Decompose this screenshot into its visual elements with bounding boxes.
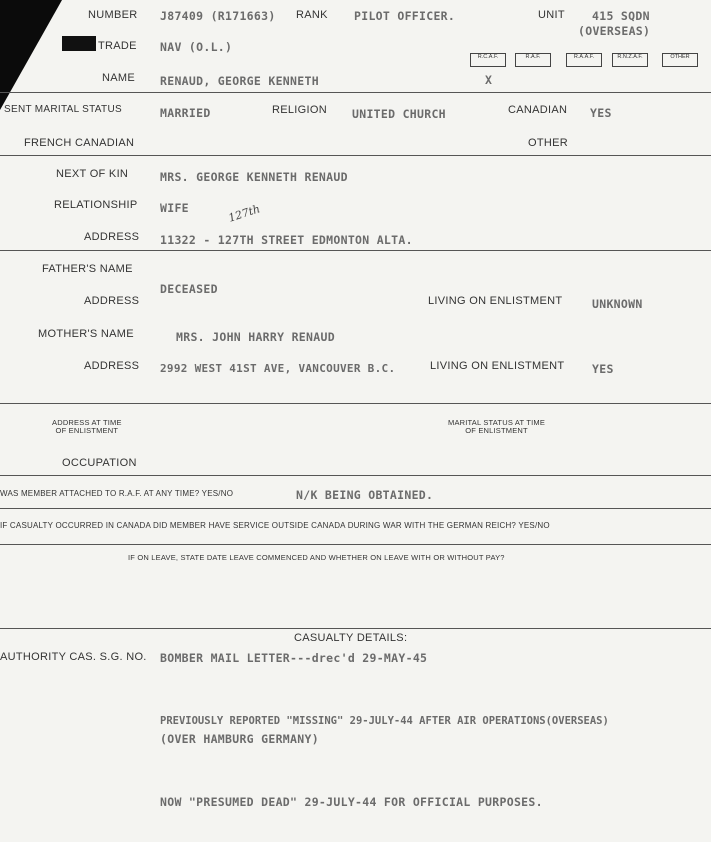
authority-value: BOMBER MAIL LETTER---drec'd 29-MAY-45 [160, 651, 428, 665]
mother-living-value: YES [592, 362, 614, 376]
address-at-time-line1: ADDRESS AT TIME [52, 418, 122, 427]
authority-label: AUTHORITY CAS. S.G. NO. [0, 651, 147, 663]
casualty-line-3: NOW "PRESUMED DEAD" 29-JULY-44 FOR OFFICIAL PURPOSES. [160, 795, 543, 809]
trade-label: TRADE [98, 40, 137, 52]
name-label: NAME [102, 72, 135, 84]
marital-at-time-label [448, 419, 545, 435]
address-at-time-line2: OF ENLISTMENT [55, 426, 119, 435]
marital-value: MARRIED [160, 106, 211, 120]
rule-2 [0, 155, 711, 156]
father-living-value: UNKNOWN [592, 297, 643, 311]
father-living-label: LIVING ON ENLISTMENT [428, 295, 563, 307]
mother-address-label: ADDRESS [84, 360, 140, 372]
unit-value: 415 SQDN [592, 9, 650, 23]
religion-value: UNITED CHURCH [352, 107, 446, 121]
number-value: J87409 (R171663) [160, 9, 276, 23]
casualty-line-2: (OVER HAMBURG GERMANY) [160, 732, 319, 746]
service-box-rnzaf: R.N.Z.A.F. [612, 53, 648, 67]
rank-label: RANK [296, 9, 328, 21]
relationship-value: WIFE [160, 201, 189, 215]
father-label: FATHER'S NAME [42, 263, 133, 275]
casualty-heading: CASUALTY DETAILS: [294, 632, 408, 644]
mother-label: MOTHER'S NAME [38, 328, 134, 340]
mother-address-value: 2992 WEST 41ST AVE, VANCOUVER B.C. [160, 362, 396, 375]
canadian-label: CANADIAN [508, 104, 568, 116]
redaction-mark [62, 36, 96, 51]
service-box-raaf: R.A.A.F. [566, 53, 602, 67]
marital-at-time-line2: OF ENLISTMENT [465, 426, 528, 435]
occupation-label: OCCUPATION [62, 457, 137, 469]
rule-6 [0, 508, 711, 509]
rule-3 [0, 250, 711, 251]
relationship-label: RELATIONSHIP [54, 199, 138, 211]
unit-value-2: (OVERSEAS) [578, 24, 651, 38]
casualty-question: IF CASUALTY OCCURRED IN CANADA DID MEMBER HAVE SERVICE OUTSIDE CANADA DURING WAR WITH THE GERMAN REICH? YES/NO [0, 521, 550, 530]
rank-value: PILOT OFFICER. [354, 9, 456, 23]
kin-address-value: 11322 - 127TH STREET EDMONTON ALTA. [160, 233, 413, 247]
service-mark: X [485, 73, 493, 87]
rule-4 [0, 403, 711, 404]
rule-5 [0, 475, 711, 476]
leave-question: IF ON LEAVE, STATE DATE LEAVE COMMENCED AND WHETHER ON LEAVE WITH OR WITHOUT PAY? [128, 553, 505, 562]
marital-label: SENT MARITAL STATUS [4, 104, 122, 115]
raf-question: WAS MEMBER ATTACHED TO R.A.F. AT ANY TIME? YES/NO [0, 489, 234, 498]
rule-1 [0, 92, 711, 93]
mother-value: MRS. JOHN HARRY RENAUD [176, 330, 335, 344]
number-label: NUMBER [88, 9, 138, 21]
other-label: OTHER [528, 137, 568, 149]
father-address-label: ADDRESS [84, 295, 140, 307]
address-at-time-label [52, 419, 122, 435]
kin-address-label: ADDRESS [84, 231, 140, 243]
father-value: DECEASED [160, 282, 218, 296]
raf-answer: N/K BEING OBTAINED. [296, 488, 434, 502]
trade-value: NAV (O.L.) [160, 40, 233, 54]
next-of-kin-value: MRS. GEORGE KENNETH RENAUD [160, 170, 348, 184]
rule-7 [0, 544, 711, 545]
handwritten-correction: 127th [226, 202, 262, 225]
unit-label: UNIT [538, 9, 565, 21]
casualty-line-1: PREVIOUSLY REPORTED "MISSING" 29-JULY-44 AFTER AIR OPERATIONS(OVERSEAS) [160, 715, 609, 727]
mother-living-label: LIVING ON ENLISTMENT [430, 360, 565, 372]
service-box-other: OTHER [662, 53, 698, 67]
service-box-rcaf: R.C.A.F. [470, 53, 506, 67]
next-of-kin-label: NEXT OF KIN [56, 168, 129, 180]
canadian-value: YES [590, 106, 612, 120]
rule-8 [0, 628, 711, 629]
french-label: FRENCH CANADIAN [24, 137, 135, 149]
marital-at-time-line1: MARITAL STATUS AT TIME [448, 418, 546, 427]
scan-dark-corner [0, 0, 62, 110]
name-value: RENAUD, GEORGE KENNETH [160, 74, 319, 88]
service-box-raf: R.A.F. [515, 53, 551, 67]
religion-label: RELIGION [272, 104, 327, 116]
